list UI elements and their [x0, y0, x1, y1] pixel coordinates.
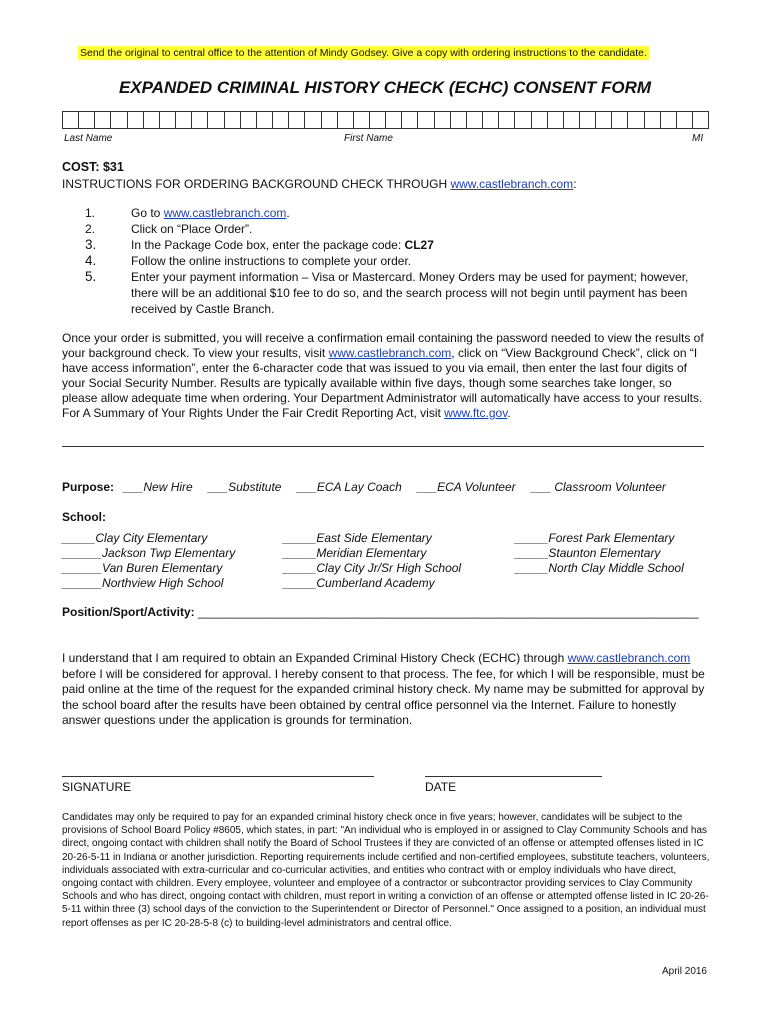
- purpose-option-classroom-volunteer[interactable]: ___ Classroom Volunteer: [530, 480, 666, 494]
- name-char-box[interactable]: [160, 112, 176, 128]
- instructions-heading-text: INSTRUCTIONS FOR ORDERING BACKGROUND CHECK THROUGH: [62, 177, 451, 191]
- school-option[interactable]: ______Jackson Twp Elementary: [62, 546, 236, 560]
- step-text-post: .: [286, 206, 290, 220]
- name-char-box[interactable]: [483, 112, 499, 128]
- position-label: Position/Sport/Activity:: [62, 605, 195, 619]
- ftc-link[interactable]: www.ftc.gov: [444, 406, 508, 420]
- revision-date: April 2016: [661, 966, 707, 977]
- name-char-box[interactable]: [499, 112, 515, 128]
- name-entry-boxes[interactable]: [62, 111, 709, 129]
- step-number: 4.: [85, 253, 97, 268]
- step-item: [85, 253, 705, 269]
- name-char-box[interactable]: [111, 112, 127, 128]
- results-paragraph: [62, 331, 707, 421]
- purpose-option-eca-volunteer[interactable]: ___ECA Volunteer: [417, 480, 516, 494]
- consent-text-b: before I will be considered for approval. I hereby consent to that process. The fee, for which I will be responsible, must be paid online at the time of the request for the expanded criminal history check. My name may be submitted for approval by the school board after the results have been obtained by central office personnel via the Internet. Failure to honestly answer questions under the application is grounds for termination.: [62, 666, 705, 727]
- name-char-box[interactable]: [451, 112, 467, 128]
- results-text-a: Once your order is submitted, you will receive a confirmation email containing the password needed to view the results of your background check. To view your results, visit: [62, 331, 704, 360]
- instructions-heading: [62, 177, 577, 191]
- name-char-box[interactable]: [370, 112, 386, 128]
- castlebranch-link[interactable]: www.castlebranch.com: [328, 346, 452, 360]
- name-char-box[interactable]: [305, 112, 321, 128]
- distribution-notice: Send the original to central office to the attention of Mindy Godsey. Give a copy with ordering instructions to the candidate.: [80, 47, 647, 59]
- mi-label: MI: [692, 133, 704, 144]
- name-char-box[interactable]: [63, 112, 79, 128]
- school-label: School:: [62, 510, 106, 524]
- name-char-box[interactable]: [225, 112, 241, 128]
- castlebranch-link[interactable]: www.castlebranch.com: [567, 651, 691, 665]
- name-char-box[interactable]: [467, 112, 483, 128]
- purpose-row: [62, 480, 678, 494]
- name-char-box[interactable]: [418, 112, 434, 128]
- name-char-box[interactable]: [144, 112, 160, 128]
- name-char-box[interactable]: [645, 112, 661, 128]
- school-option[interactable]: _____Clay City Elementary: [62, 531, 208, 545]
- ordering-steps: [85, 205, 705, 317]
- consent-paragraph: [62, 651, 707, 729]
- package-code: CL27: [404, 238, 434, 252]
- signature-line[interactable]: [62, 776, 374, 777]
- school-option[interactable]: ______Van Buren Elementary: [62, 561, 223, 575]
- school-option[interactable]: _____Staunton Elementary: [515, 546, 661, 560]
- purpose-option-new-hire[interactable]: ___New Hire: [123, 480, 193, 494]
- policy-fine-print: Candidates may only be required to pay for an expanded criminal history check once in five years; however, candidates will be subject to the provisions of School Board Policy #8605, which states, in part: "An individual who is employed in or assigned to Clay Community Schools and has direct, ongoing contact with children shall notify the Board of School Trustees if they are convicted of an offense or attempted offenses listed in IC 20-26-5-11 in Indiana or another jurisdiction. Reporting requirements include certified and non-certified employees, substitute teachers, volunteers, individuals associated with extra-curricular and co-curricular activities, and entities who contract with or employ individuals who have direct, ongoing contact with children. Every employee, volunteer and employee of a contractor or subcontractor providing services to Clay Community Schools and who has direct, ongoing contact with children, must report in writing a conviction of an offense or attempted offense listed in IC 20-26-5-11 within three (3) school days of the conviction to the Superintendent or Director of Personnel." Once assigned to a position, an individual must report offenses as per IC 20-28-5-8 (c) to building-level administrators and central office.: [62, 812, 710, 929]
- name-char-box[interactable]: [273, 112, 289, 128]
- date-line[interactable]: [425, 776, 602, 777]
- name-char-box[interactable]: [176, 112, 192, 128]
- section-divider: [62, 446, 704, 447]
- step-text-pre: Go to: [131, 206, 164, 220]
- step-text: Click on “Place Order”.: [131, 222, 253, 236]
- school-column-1: [62, 531, 235, 591]
- purpose-label: Purpose:: [62, 480, 115, 494]
- step-item: [85, 205, 705, 221]
- date-label: DATE: [425, 780, 457, 794]
- school-column-3: [515, 531, 684, 576]
- name-char-box[interactable]: [241, 112, 257, 128]
- name-char-box[interactable]: [95, 112, 111, 128]
- name-char-box[interactable]: [128, 112, 144, 128]
- name-char-box[interactable]: [564, 112, 580, 128]
- school-option[interactable]: _____North Clay Middle School: [515, 561, 684, 575]
- signature-label: SIGNATURE: [62, 780, 132, 794]
- name-char-box[interactable]: [354, 112, 370, 128]
- name-char-box[interactable]: [386, 112, 402, 128]
- name-char-box[interactable]: [192, 112, 208, 128]
- name-char-box[interactable]: [289, 112, 305, 128]
- results-text-c: .: [507, 406, 511, 420]
- name-char-box[interactable]: [338, 112, 354, 128]
- step-item: [85, 237, 705, 253]
- position-row: [62, 605, 699, 619]
- step-number: 5.: [85, 269, 97, 284]
- step-number: 2.: [85, 222, 96, 236]
- last-name-label: Last Name: [64, 133, 113, 144]
- name-char-box[interactable]: [79, 112, 95, 128]
- castlebranch-link[interactable]: www.castlebranch.com: [450, 177, 574, 191]
- name-char-box[interactable]: [257, 112, 273, 128]
- purpose-option-substitute[interactable]: ___Substitute: [208, 480, 282, 494]
- name-char-box[interactable]: [515, 112, 531, 128]
- school-option[interactable]: _____Cumberland Academy: [283, 576, 435, 590]
- name-char-box[interactable]: [612, 112, 628, 128]
- school-column-2: [283, 531, 461, 591]
- school-option[interactable]: _____East Side Elementary: [283, 531, 432, 545]
- consent-text-a: I understand that I am required to obtain an Expanded Criminal History Check (ECHC) through: [62, 651, 568, 665]
- name-char-box[interactable]: [628, 112, 644, 128]
- step-text: Enter your payment information – Visa or Mastercard. Money Orders may be used for payment; however, there will be an additional $10 fee to do so, and the search process will not begin until payment has been received by Castle Branch.: [131, 270, 689, 316]
- name-char-box[interactable]: [402, 112, 418, 128]
- school-option[interactable]: ______Northview High School: [62, 576, 224, 590]
- school-option[interactable]: _____Meridian Elementary: [283, 546, 427, 560]
- name-char-box[interactable]: [208, 112, 224, 128]
- step-text: Follow the online instructions to complete your order.: [131, 254, 412, 268]
- step-item: [85, 269, 705, 317]
- step-number: 3.: [85, 237, 97, 252]
- name-char-box[interactable]: [693, 112, 708, 128]
- name-char-box[interactable]: [677, 112, 693, 128]
- name-char-box[interactable]: [435, 112, 451, 128]
- name-char-box[interactable]: [596, 112, 612, 128]
- school-option[interactable]: _____Clay City Jr/Sr High School: [283, 561, 462, 575]
- name-char-box[interactable]: [532, 112, 548, 128]
- name-char-box[interactable]: [580, 112, 596, 128]
- castlebranch-link[interactable]: www.castlebranch.com: [163, 206, 287, 220]
- position-input-line[interactable]: ___________________________________________________________________________: [198, 605, 699, 619]
- purpose-option-eca-lay-coach[interactable]: ___ECA Lay Coach: [296, 480, 402, 494]
- step-number: 1.: [85, 206, 96, 220]
- school-option[interactable]: _____Forest Park Elementary: [515, 531, 675, 545]
- step-text: [131, 205, 290, 221]
- first-name-label: First Name: [344, 133, 393, 144]
- results-text-b: , click on “View Background Check”, click on “I have access information”, enter the 6-character code that was issued to you via email, then enter the last four digits of your Social Security Number. Results are typically available within five days, though some searches take longer, so please allow adequate time when ordering. Your Department Administrator will automatically have access to your results. For A Summary of Your Rights Under the Fair Credit Reporting Act, visit: [62, 346, 703, 420]
- instructions-colon: :: [573, 177, 577, 191]
- page-title: EXPANDED CRIMINAL HISTORY CHECK (ECHC) CONSENT FORM: [118, 78, 652, 97]
- name-char-box[interactable]: [548, 112, 564, 128]
- step-item: [85, 221, 705, 237]
- step-text-pre: In the Package Code box, enter the package code:: [131, 238, 405, 252]
- name-char-box[interactable]: [322, 112, 338, 128]
- step-text: [131, 237, 434, 253]
- cost-label: COST: $31: [62, 160, 124, 174]
- name-char-box[interactable]: [661, 112, 677, 128]
